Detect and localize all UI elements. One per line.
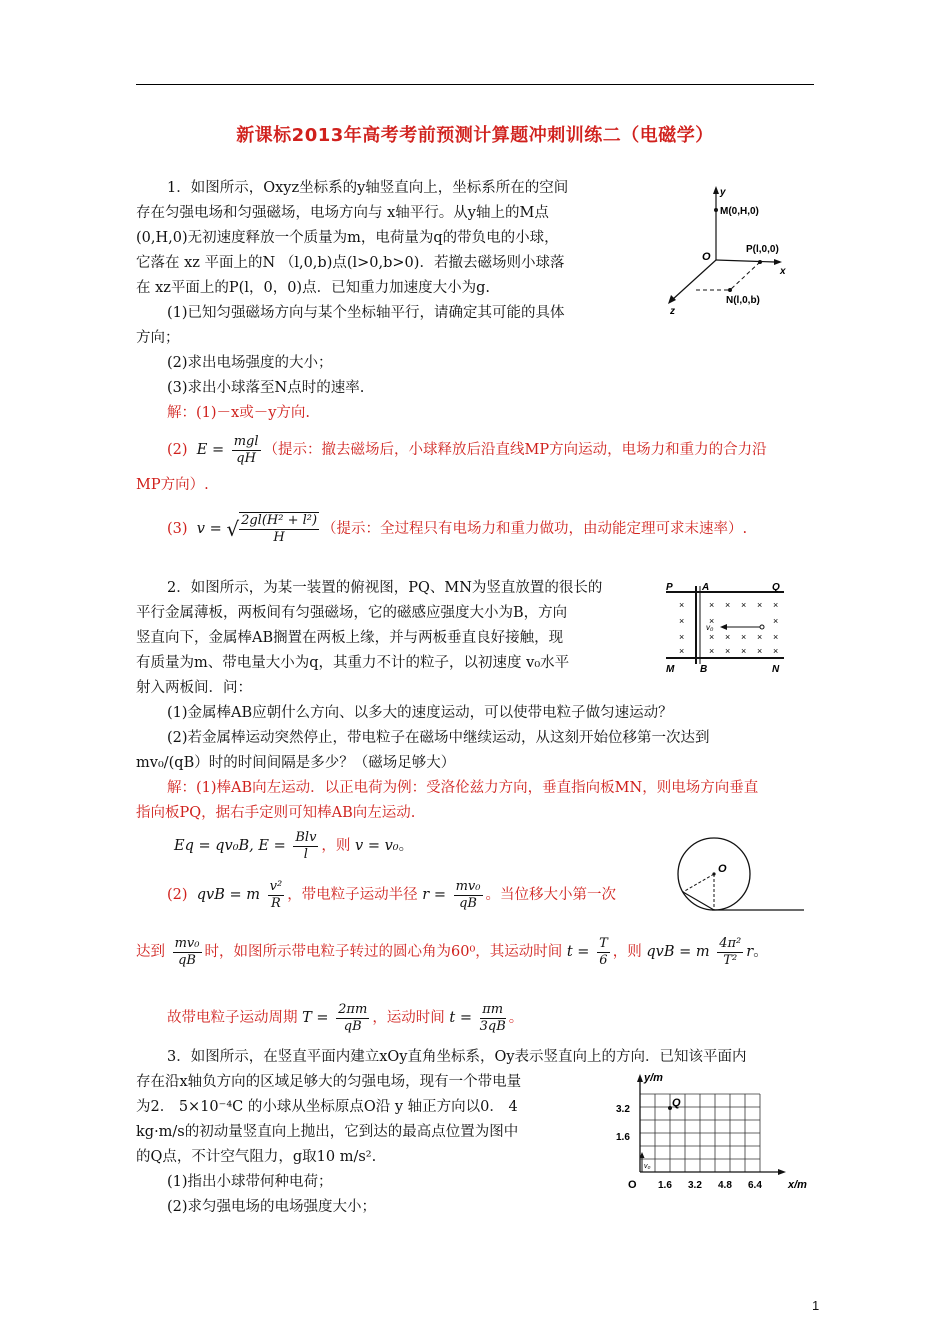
chord [683,892,714,910]
q1-line: (2)求出电场强度的大小； [167,355,333,371]
y-arrow [637,1074,643,1082]
q2-eq4-fraction-1: $\frac{2\pi m}{qB}$ [338,1001,368,1034]
field-cross: × [709,616,715,626]
label-q: Q [672,1097,681,1109]
page-number: 1 [812,1298,820,1313]
q2-line: (2)若金属棒运动突然停止，带电粒子在磁场中继续运动，从这刻开始位移第一次达到 [167,730,710,746]
x-tick-label: 1.6 [658,1180,672,1191]
label-v0: v₀ [644,1163,651,1170]
field-cross: × [679,646,685,656]
y-axis-label: y/m [644,1072,663,1084]
x-axis [716,260,775,262]
x-arrow [774,259,782,265]
q2-eq2-fraction-2: $\frac{\text{mv₀}}{qB}$ [455,878,481,911]
q1-line: 方向； [136,330,180,346]
x-tick-label: 4.8 [718,1180,732,1191]
field-cross: × [709,632,715,642]
label-a: A [702,582,710,593]
q2-eq1-fraction: $\frac{\text{Blv}}{l}$ [295,829,317,862]
field-cross: × [741,600,747,610]
q3-line: 为2． 5×10⁻⁴C 的小球从坐标原点O沿 y 轴正方向以0． 4 [136,1099,518,1115]
q1-line: 存在匀强电场和匀强磁场，电场方向与 x轴平行。从y轴上的M点 [136,205,549,221]
q2-line: 竖直向下，金属棒AB搁置在两板上缘，并与两板垂直良好接触，现 [136,630,564,646]
q2-equation-2: (2) qvB = m $\frac{\text{v²}}{R}$ ，带电粒子运动半径 r = $\frac{\text{mv₀}}{qB}$ 。当位移大小第一次 [167,878,616,911]
q2-line: 有质量为m、带电量大小为q，其重力不计的粒子，以初速度 v₀水平 [136,655,570,671]
q1-line: 在 xz平面上的P(l，0，0)点．已知重力加速度大小为g. [136,280,490,296]
q1-ans3-fraction: $\frac{\text{2gl(H² + l²)}}{H}$ [241,513,318,545]
point-n [728,288,732,292]
q3-line: 3．如图所示，在竖直平面内建立xOy直角坐标系，Oy表示竖直向上的方向．已知该平面内 [167,1049,747,1065]
q2-line: mv₀/(qB）时的时间间隔是多少？（磁场足够大） [136,755,456,771]
label-m: M(0,H,0) [720,206,759,217]
label-v0: v₀ [706,623,714,632]
page-title: 新课标2013年高考考前预测计算题冲刺训练二（电磁学） [236,125,714,146]
field-cross: × [725,646,731,656]
q3-line: (1)指出小球带何种电荷； [167,1174,333,1190]
z-axis [672,260,716,300]
label-y: y [720,187,726,198]
field-cross: × [773,632,779,642]
q1-ans2-fraction: $\frac{\text{mgl}}{qH}$ [233,433,259,466]
label-o: O [702,251,711,263]
field-cross: × [725,632,731,642]
q2-eq4-fraction-2: $\frac{\pi m}{3qB}$ [479,1001,506,1034]
field-cross: × [679,616,685,626]
q2-equation-3: 达到 $\frac{\text{mv₀}}{qB}$ 时，如图所示带电粒子转过的圆心角为60⁰，其运动时间 t = $\frac{T}{6}$ ，则 qvB = m $\frac{\text{4π²}}{\text{T²}}$ r。 [136,935,768,968]
field-cross: × [709,600,715,610]
z-arrow [668,295,676,304]
point-m [714,208,718,212]
q1-answer-1: 解：(1)－x或－y方向. [167,405,311,421]
q1-line: 1．如图所示，Oxyz坐标系的y轴竖直向上，坐标系所在的空间 [167,180,569,196]
field-cross: × [725,600,731,610]
grid-lines [640,1094,760,1172]
q2-eq3-fraction-2: $\frac{T}{6}$ [599,935,608,968]
q2-eq3-fraction-3: $\frac{\text{4π²}}{\text{T²}}$ [719,935,742,968]
label-b: B [700,664,708,674]
q2-eq2-fraction-1: $\frac{\text{v²}}{R}$ [269,878,283,911]
q2-line: (1)金属棒AB应朝什么方向、以多大的速度运动，可以使带电粒子做匀速运动？ [167,705,673,721]
label-n: N [772,664,780,674]
q1-line: 它落在 xz 平面上的N （l,0,b)点(l>0,b>0)．若撤去磁场则小球落 [136,255,565,271]
q1-answer-2-cont: MP方向）. [136,477,209,493]
header-rule [136,84,814,85]
label-o: O [718,863,727,875]
field-cross: × [757,632,763,642]
y-tick-label: 1.6 [616,1132,630,1143]
q1-answer-2: (2) E = $\frac{\text{mgl}}{qH}$ （提示：撤去磁场后，小球释放后沿直线MP方向运动，电场力和重力的合力沿 [167,433,767,466]
q2-line: 2．如图所示，为某一装置的俯视图，PQ、MN为竖直放置的很长的 [167,580,603,596]
q1-line: (0,H,0)无初速度释放一个质量为m，电荷量为q的带负电的小球， [136,230,559,246]
label-q: Q [772,582,780,593]
q1-coordinate-figure [660,182,800,322]
q1-line: (1)已知匀强磁场方向与某个坐标轴平行，请确定其可能的具体 [167,305,565,321]
velocity-arrowhead [720,624,727,630]
q2-circle-figure [676,836,806,916]
label-x: x [780,266,786,277]
q3-grid-figure [614,1072,814,1196]
x-arrow [778,1169,786,1175]
field-cross: × [773,600,779,610]
x-tick-label: 6.4 [748,1180,762,1191]
q2-answer-1: 解：(1)棒AB向左运动．以正电荷为例：受洛伦兹力方向，垂直指向板MN，则电场方向垂直 [167,780,759,796]
label-p: P(l,0,0) [746,244,779,255]
label-p: P [666,582,673,593]
q3-line: (2)求匀强电场的电场强度大小； [167,1199,377,1215]
label-z: z [670,306,675,317]
radius-dash-2 [683,874,714,892]
field-cross: × [679,632,685,642]
q1-line: (3)求出小球落至N点时的速率. [167,380,365,396]
particle [760,625,764,629]
y-arrow [713,186,719,194]
q2-eq3-fraction-1: $\frac{\text{mv₀}}{qB}$ [174,935,200,968]
field-cross: × [757,646,763,656]
field-cross: × [709,646,715,656]
y-tick-label: 3.2 [616,1104,630,1115]
field-cross: × [757,600,763,610]
q3-line: kg·m/s的初动量竖直向上抛出，它到达的最高点位置为图中 [136,1124,519,1140]
x-axis-label: x/m [788,1179,807,1191]
p-to-n-dash [730,262,760,290]
label-m: M [666,664,675,674]
q1-answer-3: (3) v = √ $\frac{\text{2gl(H² + l²)}}{H}$ （提示：全过程只有电场力和重力做功，由动能定理可求末速率）. [167,513,748,545]
point-p [758,260,762,264]
q2-line: 射入两板间．问： [136,680,252,696]
field-cross: × [679,600,685,610]
label-n: N(l,0,b) [726,295,760,306]
field-cross: × [773,616,779,626]
x-tick-label: 3.2 [688,1180,702,1191]
q2-equation-1: Eq = qv₀B, E = $\frac{\text{Blv}}{l}$ ，则 v = v₀。 [174,829,414,862]
q2-line: 平行金属薄板，两板间有匀强磁场，它的磁感应强度大小为B，方向 [136,605,568,621]
q2-plates-figure [662,580,788,674]
label-o: O [628,1179,637,1191]
field-cross: × [773,646,779,656]
field-cross: × [741,646,747,656]
q3-line: 的Q点，不计空气阻力，g取10 m/s². [136,1149,377,1165]
center-point [712,872,715,875]
q2-equation-4: 故带电粒子运动周期 T = $\frac{2\pi m}{qB}$ ，运动时间 t = $\frac{\pi m}{3qB}$ 。 [167,1001,524,1034]
q2-answer-1-cont: 指向板PQ，据右手定则可知棒AB向左运动. [136,805,416,821]
q3-line: 存在沿x轴负方向的区域足够大的匀强电场，现有一个带电量 [136,1074,522,1090]
field-cross: × [741,632,747,642]
